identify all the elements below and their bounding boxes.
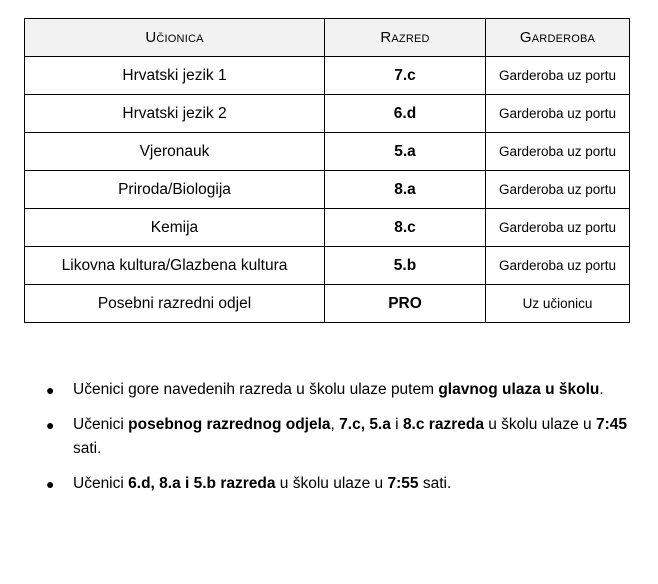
cell-classroom: Hrvatski jezik 2 bbox=[25, 95, 325, 133]
table-row bbox=[25, 95, 630, 133]
cell-cloakroom: Garderoba uz portu bbox=[486, 247, 630, 285]
list-item bbox=[46, 472, 634, 496]
note-text-bold: 6.d, 8.a i 5.b razreda bbox=[128, 475, 276, 492]
cell-cloakroom: Uz učionicu bbox=[486, 285, 630, 323]
bullet-icon: ● bbox=[46, 417, 55, 433]
cell-grade: 8.c bbox=[325, 209, 486, 247]
note-text: u školu ulaze u bbox=[483, 416, 596, 433]
cell-cloakroom: Garderoba uz portu bbox=[486, 95, 630, 133]
note-text: Učenici bbox=[73, 416, 129, 433]
cell-classroom: Hrvatski jezik 1 bbox=[25, 57, 325, 95]
cell-classroom: Kemija bbox=[25, 209, 325, 247]
note-text: , bbox=[330, 416, 340, 433]
cell-grade: 8.a bbox=[325, 171, 486, 209]
note-text-bold: 8.c razreda bbox=[402, 416, 484, 433]
note-text: Učenici gore navedenih razreda u školu ulaze putem bbox=[73, 381, 439, 398]
note-text-bold: 7.c, 5.a bbox=[339, 416, 391, 433]
cell-classroom: Priroda/Biologija bbox=[25, 171, 325, 209]
cell-cloakroom: Garderoba uz portu bbox=[486, 209, 630, 247]
table-row bbox=[25, 209, 630, 247]
entry-notes-list bbox=[24, 378, 634, 507]
note-text: i bbox=[390, 416, 403, 433]
cell-grade: 5.b bbox=[325, 247, 486, 285]
note-text: sati. bbox=[418, 475, 452, 492]
note-text-bold: 7:55 bbox=[387, 475, 419, 492]
note-text: sati. bbox=[73, 440, 102, 457]
header-cloakroom: Garderoba bbox=[486, 19, 630, 57]
bullet-icon: ● bbox=[46, 382, 55, 398]
cell-classroom: Likovna kultura/Glazbena kultura bbox=[25, 247, 325, 285]
header-grade: Razred bbox=[325, 19, 486, 57]
note-text: Učenici bbox=[73, 475, 129, 492]
cell-cloakroom: Garderoba uz portu bbox=[486, 57, 630, 95]
note-text: . bbox=[599, 381, 604, 398]
cell-grade: 6.d bbox=[325, 95, 486, 133]
note-text: u školu ulaze u bbox=[275, 475, 388, 492]
note-text-bold: 7:45 bbox=[595, 416, 627, 433]
list-item bbox=[46, 413, 634, 461]
list-item bbox=[46, 378, 634, 402]
cell-cloakroom: Garderoba uz portu bbox=[486, 171, 630, 209]
cell-grade: 5.a bbox=[325, 133, 486, 171]
cell-grade: PRO bbox=[325, 285, 486, 323]
table-row bbox=[25, 247, 630, 285]
cell-classroom: Posebni razredni odjel bbox=[25, 285, 325, 323]
table-header-row bbox=[25, 19, 630, 57]
header-classroom: Učionica bbox=[25, 19, 325, 57]
bullet-icon: ● bbox=[46, 476, 55, 492]
table-row bbox=[25, 57, 630, 95]
classroom-schedule-table bbox=[24, 18, 630, 323]
table-row bbox=[25, 285, 630, 323]
cell-grade: 7.c bbox=[325, 57, 486, 95]
note-text-bold: posebnog razrednog odjela bbox=[128, 416, 331, 433]
cell-classroom: Vjeronauk bbox=[25, 133, 325, 171]
table-row bbox=[25, 171, 630, 209]
table-row bbox=[25, 133, 630, 171]
note-text-bold: glavnog ulaza u školu bbox=[438, 381, 600, 398]
cell-cloakroom: Garderoba uz portu bbox=[486, 133, 630, 171]
